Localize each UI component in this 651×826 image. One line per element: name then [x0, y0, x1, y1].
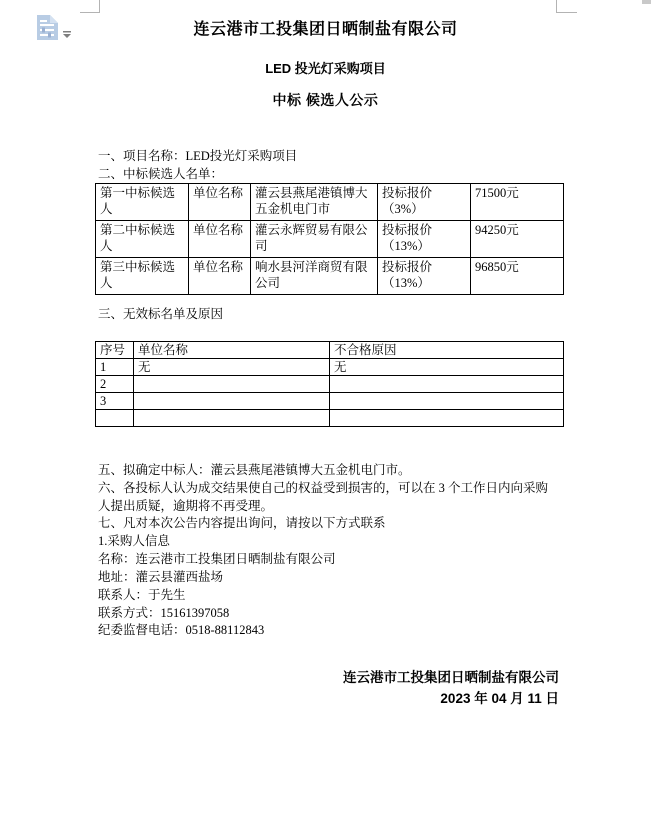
section-candidates-heading: 二、中标候选人名单： [98, 167, 224, 181]
table-cell [330, 410, 564, 427]
purchaser-name: 名称：连云港市工投集团日晒制盐有限公司 [98, 552, 336, 566]
table-cell: 第二中标候选人 [96, 221, 189, 258]
margin-mark-top-left-horizontal [80, 12, 100, 13]
purchaser-contact-person: 联系人：于先生 [98, 588, 186, 602]
section-winner: 五、拟确定中标人：灌云县燕尾港镇博大五金机电门市。 [98, 463, 411, 477]
section-contact-heading: 七、凡对本次公告内容提出询问，请按以下方式联系 [98, 516, 386, 530]
purchaser-phone: 联系方式：15161397058 [98, 606, 230, 620]
table-cell: 第三中标候选人 [96, 258, 189, 295]
table-cell [134, 393, 330, 410]
margin-mark-top-right-horizontal [556, 12, 577, 13]
table-row [96, 393, 564, 410]
table-cell [96, 410, 134, 427]
table-cell: 投标报价（13%） [378, 221, 471, 258]
table-row [96, 376, 564, 393]
table-cell: 投标报价（3%） [378, 184, 471, 221]
footer-company: 连云港市工投集团日晒制盐有限公司 [343, 670, 559, 685]
table-cell: 无 [134, 359, 330, 376]
table-cell: 96850元 [471, 258, 564, 295]
table-cell: 71500元 [471, 184, 564, 221]
table-row [96, 184, 564, 221]
table-cell: 单位名称 [189, 221, 251, 258]
page-title: 连云港市工投集团日晒制盐有限公司 [193, 21, 458, 38]
footer-date: 2023 年 04 月 11 日 [440, 691, 559, 706]
table-row [96, 221, 564, 258]
section-project-name: 一、项目名称：LED投光灯采购项目 [98, 149, 298, 163]
supervision-phone: 纪委监督电话：0518-88112843 [98, 623, 265, 637]
column-header: 单位名称 [134, 342, 330, 359]
table-cell [134, 376, 330, 393]
table-cell: 灌云县燕尾港镇博大五金机电门市 [251, 184, 378, 221]
table-cell: 响水县河洋商贸有限公司 [251, 258, 378, 295]
column-header: 不合格原因 [330, 342, 564, 359]
window-edge-fragment [642, 0, 651, 4]
column-header: 序号 [96, 342, 134, 359]
purchaser-info-heading: 1.采购人信息 [98, 534, 170, 548]
section-objection: 六、各投标人认为成交结果使自己的权益受到损害的，可以在 3 个工作日内向采购人提出质疑，逾期将不再受理。 [98, 481, 549, 513]
table-cell: 单位名称 [189, 258, 251, 295]
margin-mark-top-right-vertical [556, 0, 557, 12]
invalid-bids-table [95, 341, 564, 427]
section-invalid-heading: 三、无效标名单及原因 [98, 307, 224, 321]
table-cell: 单位名称 [189, 184, 251, 221]
project-title: LED 投光灯采购项目 [265, 61, 386, 76]
margin-mark-top-left-vertical [99, 0, 100, 12]
table-cell: 投标报价（13%） [378, 258, 471, 295]
table-cell: 3 [96, 393, 134, 410]
table-cell [134, 410, 330, 427]
table-row [96, 359, 564, 376]
table-row [96, 410, 564, 427]
table-cell: 2 [96, 376, 134, 393]
table-cell: 1 [96, 359, 134, 376]
announcement-title: 中标 候选人公示 [272, 92, 379, 108]
table-cell: 无 [330, 359, 564, 376]
table-cell: 94250元 [471, 221, 564, 258]
table-cell: 灌云永辉贸易有限公司 [251, 221, 378, 258]
purchaser-address: 地址：灌云县灌西盐场 [98, 570, 224, 584]
candidates-table [95, 183, 564, 295]
table-header-row [96, 342, 564, 359]
table-cell: 第一中标候选人 [96, 184, 189, 221]
table-row [96, 258, 564, 295]
table-cell [330, 376, 564, 393]
table-cell [330, 393, 564, 410]
